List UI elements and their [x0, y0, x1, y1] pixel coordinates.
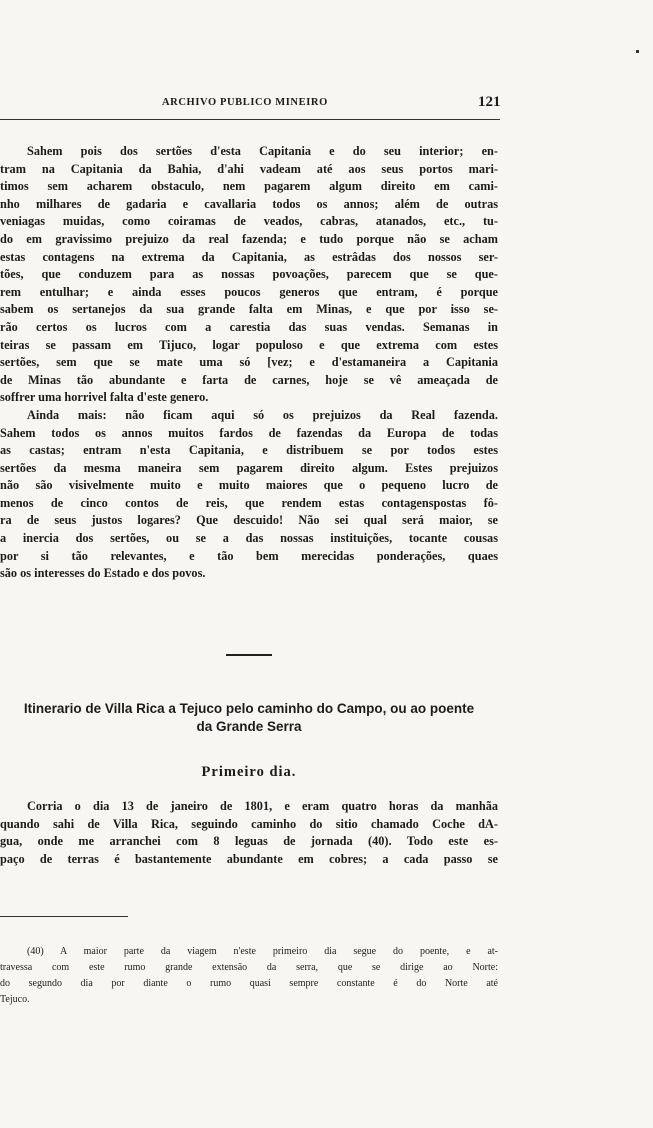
section-body-text: [0, 798, 498, 868]
text-line: teiras se passam em Tijuco, logar populoso e que extrema com estes: [0, 337, 498, 352]
text-line: Sahem todos os annos muitos fardos de fazendas da Europa de todas: [0, 425, 498, 440]
running-title: ARCHIVO PUBLICO MINEIRO: [162, 97, 328, 108]
text-line: a inercia dos sertões, ou se a das nossas instituições, tocante cousas: [0, 531, 498, 546]
footnote-line: (40) A maior parte da viagem n'este primeiro dia segue do poente, e at-: [27, 946, 498, 957]
text-line: de Minas tão abundante e farta de carnes, hoje se vê ameaçada de: [0, 372, 498, 387]
text-line: Sahem pois dos sertões d'esta Capitania e do seu interior; en-: [27, 144, 498, 158]
text-line: gua, onde me arranchei com 8 leguas de jornada (40). Todo este es-: [0, 834, 498, 849]
text-line: sertões, sem que se mate uma só [vez; e d'estamaneira a Capitania: [0, 355, 498, 370]
text-line: tões, que conduzem para as nossas povoações, parecem que se que-: [0, 267, 498, 282]
text-line: são os interesses do Estado e dos povos.: [0, 566, 206, 581]
text-line: quando sahi de Villa Rica, seguindo caminho do sitio chamado Coche dA-: [0, 816, 498, 831]
text-line: Corria o dia 13 de janeiro de 1801, e eram quatro horas da manhãa: [27, 799, 498, 813]
text-line: veniagas muidas, como coiramas de veados, cabras, atanados, etc., tu-: [0, 214, 498, 229]
text-line: estas contagens na extrema da Capitania, as estrâdas dos nossos ser-: [0, 249, 498, 264]
text-line: paço de terras é bastantemente abundante em cobres; a cada passo se: [0, 851, 498, 866]
page-header: [0, 95, 500, 120]
text-line: Ainda mais: não ficam aqui só os prejuizos da Real fazenda.: [27, 407, 498, 422]
text-line: tram na Capitania da Bahia, d'ahi vadeam até aos seus portos mari-: [0, 161, 498, 176]
text-line: não são visivelmente muito e muito maiores que o pequeno lucro de: [0, 478, 498, 493]
page-number: 121: [478, 94, 501, 110]
footnote-line: do segundo dia por diante o rumo quasi sempre constante é do Norte até: [0, 978, 498, 989]
text-line: as castas; entram n'esta Capitania, e distribuem se por todos estes: [0, 443, 498, 458]
footnote: [0, 944, 498, 1008]
day-heading: Primeiro dia.: [201, 764, 297, 780]
footnote-rule: [0, 916, 128, 917]
text-line: por si tão relevantes, e tão bem merecidas ponderações, quaes: [0, 548, 498, 563]
text-line: do em gravissimo prejuizo da real fazenda; e tudo porque não se acham: [0, 231, 498, 246]
section-title-line: da Grande Serra: [196, 719, 302, 734]
text-line: rão certos os lucros com a carestia das suas vendas. Semanas in: [0, 319, 498, 334]
text-line: rem entulhar; e ainda esses poucos generos que entram, é porque: [0, 284, 498, 299]
section-divider: [226, 654, 272, 656]
text-line: ra de seus justos logares? Que descuido! Não sei qual será maior, se: [0, 513, 498, 528]
text-line: menos de cinco contos de reis, que rendem estas contagenspostas fô-: [0, 495, 498, 510]
text-line: nho milhares de gadaria e cavallaria todos os annos; além de outras: [0, 196, 498, 211]
footnote-line: travessa com este rumo grande extensão da serra, que se dirige ao Norte:: [0, 962, 498, 973]
text-line: timos sem acharem obstaculo, nem pagarem algum direito em cami-: [0, 179, 498, 194]
scan-speck: [636, 50, 639, 53]
text-line: sertões da mesma maneira sem pagarem direito algum. Estes prejuizos: [0, 460, 498, 475]
section-title-line: Itinerario de Villa Rica a Tejuco pelo caminho do Campo, ou ao poente: [23, 701, 475, 716]
section-title: [0, 700, 498, 736]
text-line: sabem os sertanejos da sua grande falta em Minas, e que por isso se-: [0, 302, 498, 317]
text-line: soffrer uma horrivel falta d'este genero.: [0, 390, 209, 405]
body-text: [0, 143, 498, 583]
footnote-line: Tejuco.: [0, 994, 30, 1005]
